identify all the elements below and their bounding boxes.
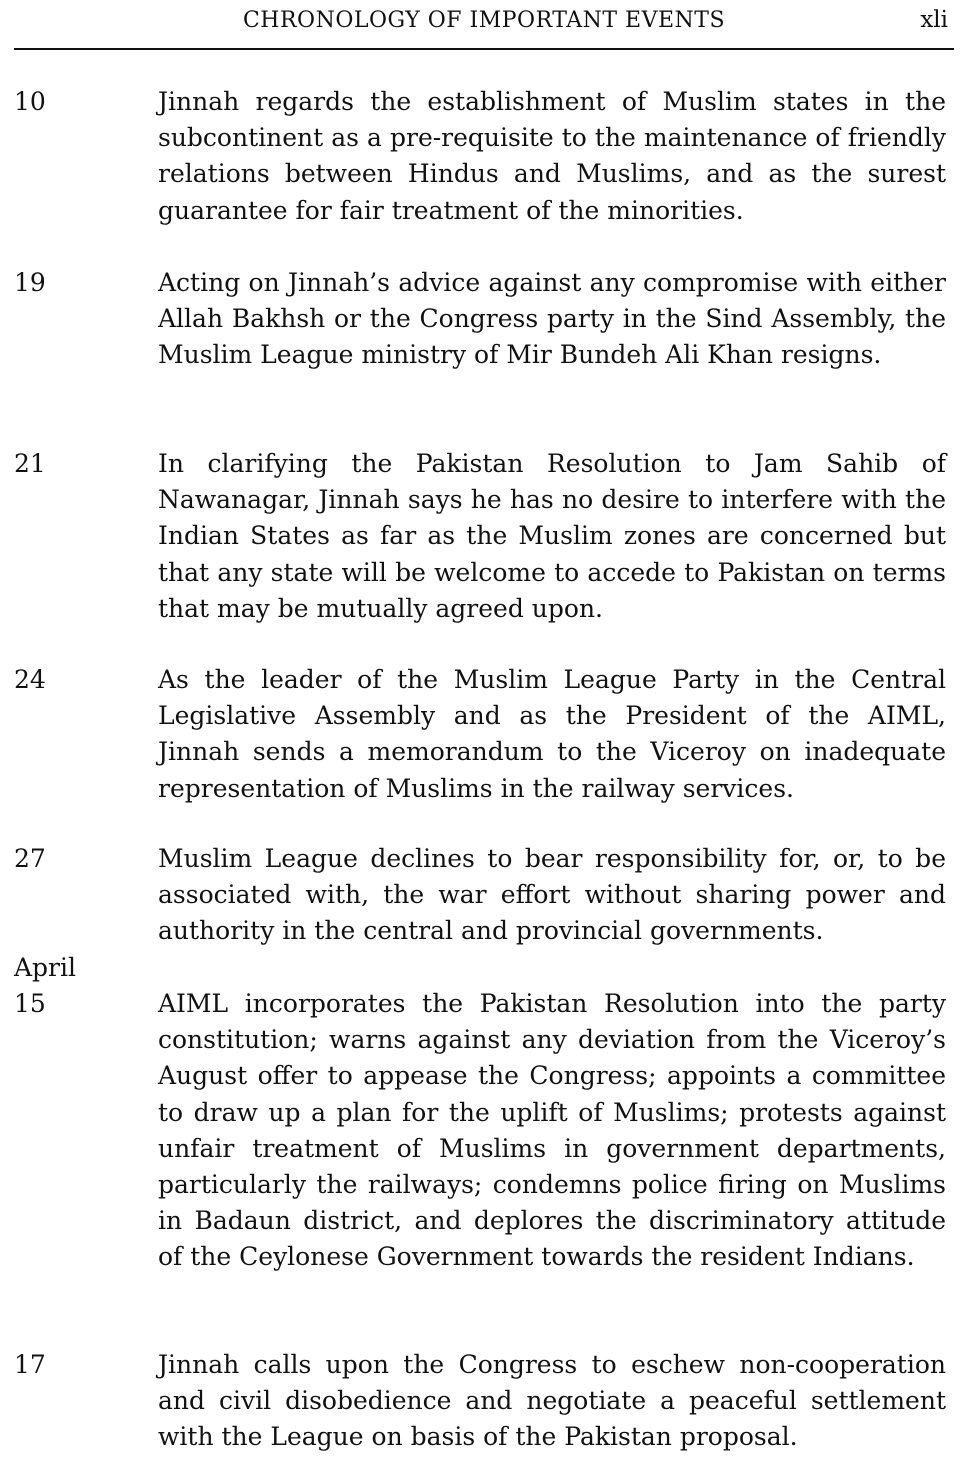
entry-text: Muslim League declines to bear responsibility for, or, to be associated with, the war effort without sharing power and authority in the central and provincial governments. (158, 844, 946, 946)
entry-text: Jinnah calls upon the Congress to eschew non-cooperation and civil disobedience and negotiate a peaceful settlement with the League on basis of the Pakistan proposal. (158, 1350, 946, 1452)
entry-month: April (14, 953, 76, 982)
entry-date: 10 (14, 87, 46, 116)
entry-text: As the leader of the Muslim League Party in the Central Legislative Assembly and as the President of the AIML, Jinnah sends a memorandum to the Viceroy on inadequate representation of Muslims in the railway services. (158, 665, 946, 803)
entry-date: 19 (14, 268, 46, 297)
entry-date: 24 (14, 665, 46, 694)
entry-text: In clarifying the Pakistan Resolution to Jam Sahib of Nawanagar, Jinnah says he has no desire to interfere with the Indian States as far as the Muslim zones are concerned but that any state will be welcome to accede to Pakistan on terms that may be mutually agreed upon. (158, 449, 946, 623)
running-head (14, 4, 954, 38)
page-number: xli (920, 7, 948, 33)
entry-date: 15 (14, 989, 46, 1018)
header-rule (14, 48, 954, 50)
entry-text: Jinnah regards the establishment of Muslim states in the subcontinent as a pre-requisite to the maintenance of friendly relations between Hindus and Muslims, and as the surest guarantee for fair treatment of the minorities. (158, 87, 946, 225)
entry-date: 21 (14, 449, 46, 478)
entry-text: AIML incorporates the Pakistan Resolution into the party constitution; warns against any deviation from the Viceroy’s August offer to appease the Congress; appoints a committee to draw up a plan for the uplift of Muslims; protests against unfair treatment of Muslims in government departments, particularly the railways; condemns police firing on Muslims in Badaun district, and deplores the discriminatory attitude of the Ceylonese Government towards the resident Indians. (158, 989, 946, 1272)
entry-text: Acting on Jinnah’s advice against any compromise with either Allah Bakhsh or the Congress party in the Sind Assembly, the Muslim League ministry of Mir Bundeh Ali Khan resigns. (158, 268, 946, 370)
entry-date: 17 (14, 1350, 46, 1379)
running-title: CHRONOLOGY OF IMPORTANT EVENTS (242, 8, 726, 33)
entry-date: 27 (14, 844, 46, 873)
